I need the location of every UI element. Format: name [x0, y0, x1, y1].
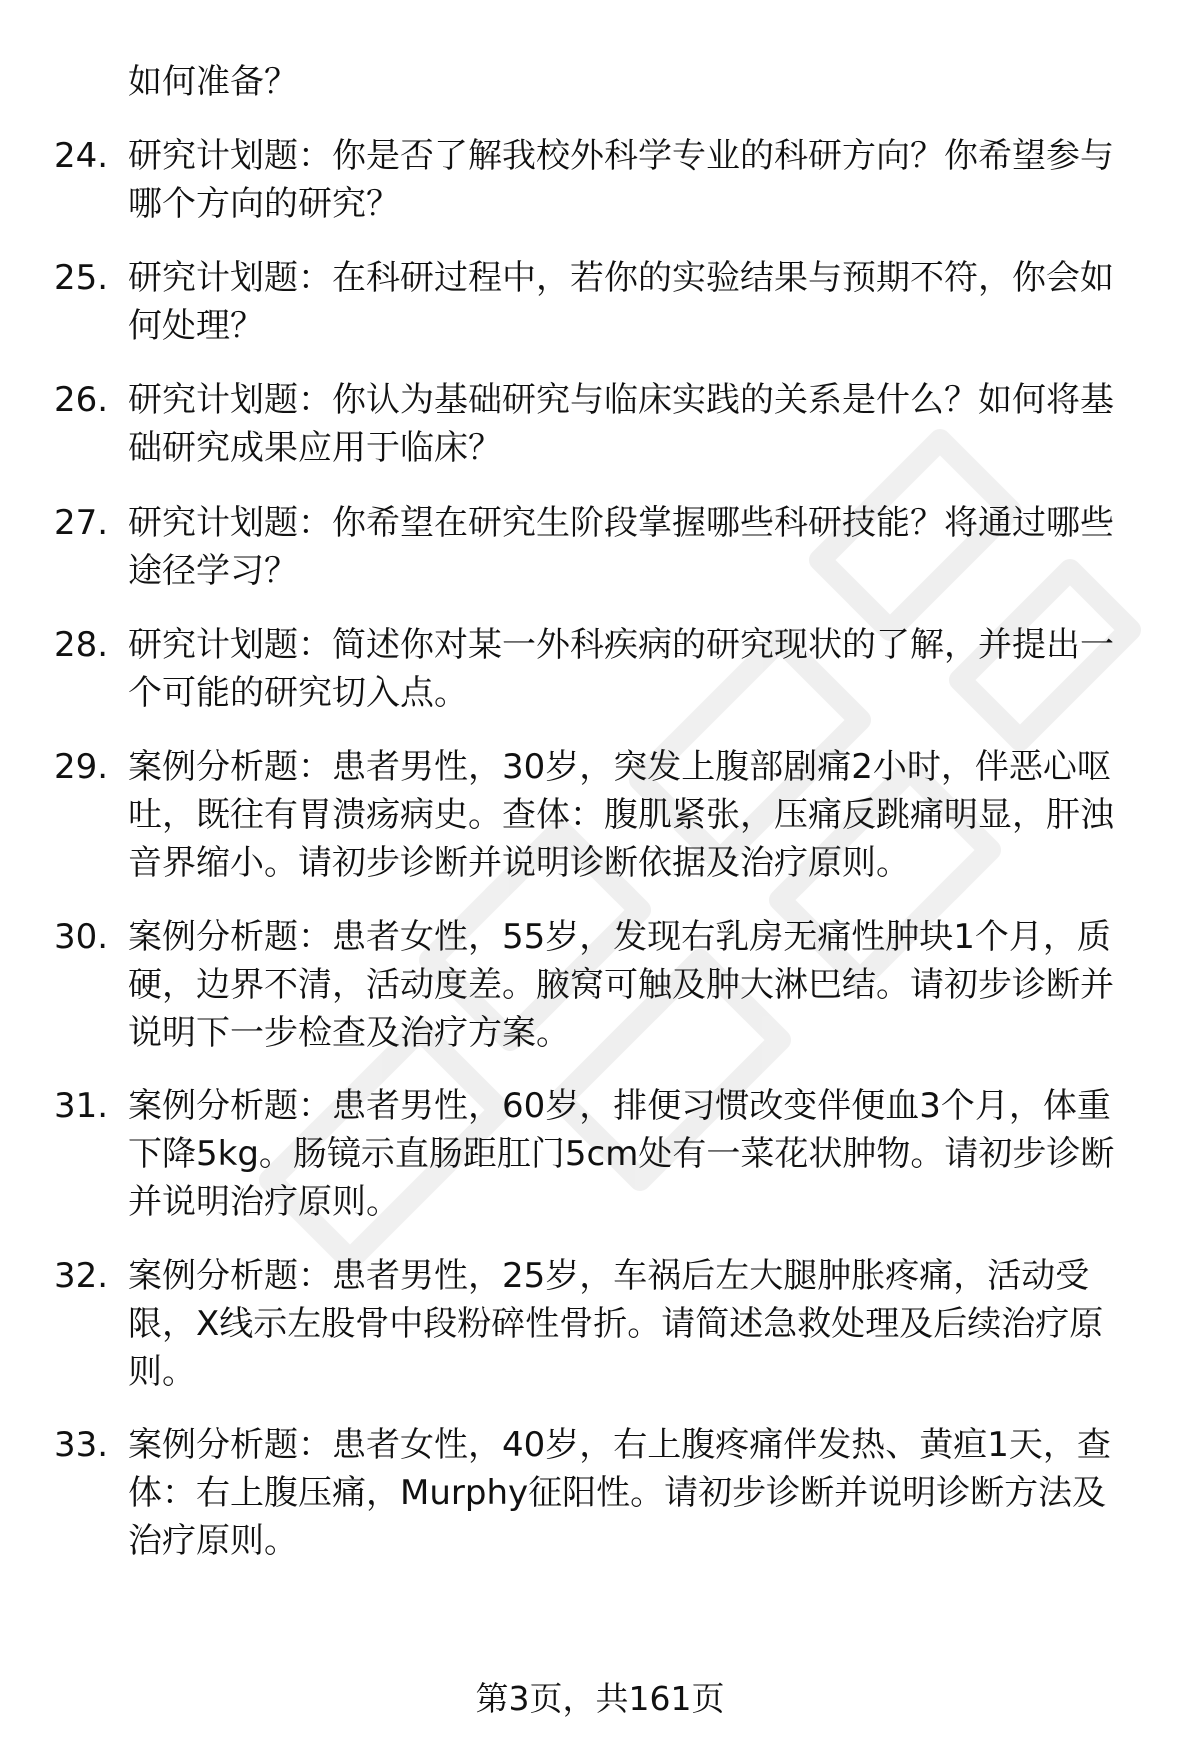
- page-number: 第3页，共161页: [475, 1679, 725, 1718]
- question-text: 研究计划题：简述你对某一外科疾病的研究现状的了解，并提出一个可能的研究切入点。: [128, 625, 1114, 713]
- question-number: 27.: [54, 503, 109, 543]
- question-text: 案例分析题：患者女性，40岁，右上腹疼痛伴发热、黄疸1天，查体：右上腹压痛，Murphy征阳性。请初步诊断并说明诊断方法及治疗原则。: [128, 1425, 1111, 1561]
- question-number: 31.: [54, 1086, 109, 1126]
- continued-question-text: 如何准备？: [128, 62, 298, 102]
- question-text: 研究计划题：你认为基础研究与临床实践的关系是什么？如何将基础研究成果应用于临床？: [128, 380, 1114, 468]
- question-number: 32.: [54, 1256, 109, 1296]
- question-text: 研究计划题：在科研过程中，若你的实验结果与预期不符，你会如何处理？: [128, 258, 1114, 346]
- question-number: 33.: [54, 1425, 109, 1465]
- question-text: 案例分析题：患者女性，55岁，发现右乳房无痛性肿块1个月，质硬，边界不清，活动度差。腋窝可触及肿大淋巴结。请初步诊断并说明下一步检查及治疗方案。: [128, 917, 1114, 1053]
- question-text: 研究计划题：你希望在研究生阶段掌握哪些科研技能？将通过哪些途径学习？: [128, 503, 1114, 591]
- question-text: 研究计划题：你是否了解我校外科学专业的科研方向？你希望参与哪个方向的研究？: [128, 136, 1114, 224]
- question-number: 28.: [54, 625, 109, 665]
- question-text: 案例分析题：患者男性，60岁，排便习惯改变伴便血3个月，体重下降5kg。肠镜示直肠距肛门5cm处有一菜花状肿物。请初步诊断并说明治疗原则。: [128, 1086, 1115, 1222]
- question-number: 24.: [54, 136, 109, 176]
- question-number: 25.: [54, 258, 109, 298]
- question-number: 29.: [54, 747, 109, 787]
- question-text: 案例分析题：患者男性，25岁，车祸后左大腿肿胀疼痛，活动受限，X线示左股骨中段粉碎性骨折。请简述急救处理及后续治疗原则。: [128, 1256, 1104, 1392]
- question-number: 26.: [54, 380, 109, 420]
- question-text: 案例分析题：患者男性，30岁，突发上腹部剧痛2小时，伴恶心呕吐，既往有胃溃疡病史。查体：腹肌紧张，压痛反跳痛明显，肝浊音界缩小。请初步诊断并说明诊断依据及治疗原则。: [128, 747, 1114, 883]
- question-number: 30.: [54, 917, 109, 957]
